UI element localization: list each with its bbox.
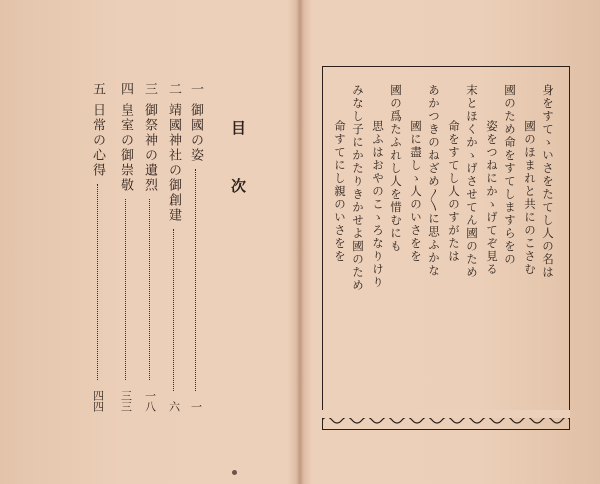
toc-entry-page: 一 — [189, 401, 203, 412]
poem-line: 身をすてゝいさをたてし人の名は — [541, 84, 555, 279]
leader-dots — [173, 229, 174, 391]
poem-line: 國のほまれと共にのこさむ — [523, 120, 537, 276]
poem-line: 國のため命をすてしますらをの — [503, 84, 517, 266]
toc-entry-title: 御國の姿 — [188, 103, 203, 163]
poem-line: 思ふはおやのこゝろなりけり — [371, 120, 385, 289]
leader-dots — [125, 199, 126, 380]
toc-entry-page: 三三 — [119, 390, 133, 412]
poem-line: あかつきのねざめ〳〵に思ふかな — [427, 84, 441, 278]
wavy-border — [322, 410, 570, 430]
toc-entry[interactable] — [164, 82, 183, 412]
poem-line: 末とほくかゝげさせてん國のため — [465, 84, 479, 279]
poem-line: みなし子にかたりきかせよ國のため — [351, 84, 365, 292]
poem-line: 姿をつねにかゝげてぞ見る — [485, 120, 499, 276]
poem-line: 國に盡しゝ人のいさをを — [409, 120, 423, 263]
toc-entry-number: 三 — [142, 82, 157, 95]
toc-entry[interactable] — [186, 82, 205, 412]
leader-dots — [149, 199, 150, 380]
page-mark — [232, 470, 237, 475]
toc-title: 目 次 — [229, 120, 247, 207]
toc-entry[interactable] — [140, 82, 159, 412]
toc-entry[interactable] — [116, 82, 135, 412]
toc-entry-number: 一 — [188, 82, 203, 95]
toc-entry-page: 四四 — [91, 390, 105, 412]
toc-entry-title: 靖國神社の御創建 — [166, 103, 181, 223]
toc-entry-title: 皇室の御崇敬 — [118, 103, 133, 193]
poem-line: 命すてにし親のいさをを — [333, 120, 347, 263]
toc-entry-number: 四 — [118, 82, 133, 95]
toc-entry-title: 日常の心得 — [90, 103, 105, 178]
toc-entry-page: 六 — [167, 401, 181, 412]
poem-line: 國の爲たふれし人を惜むにも — [389, 84, 403, 253]
toc-entry-number: 二 — [166, 82, 181, 95]
toc-entry-page: 一八 — [143, 390, 157, 412]
toc-entry-title: 御祭神の遺烈 — [142, 103, 157, 193]
leader-dots — [97, 184, 98, 380]
toc-entry[interactable] — [88, 82, 107, 412]
leader-dots — [195, 169, 196, 391]
poem-line: 命をすてし人のすがたは — [447, 120, 461, 263]
toc-entry-number: 五 — [90, 82, 105, 95]
